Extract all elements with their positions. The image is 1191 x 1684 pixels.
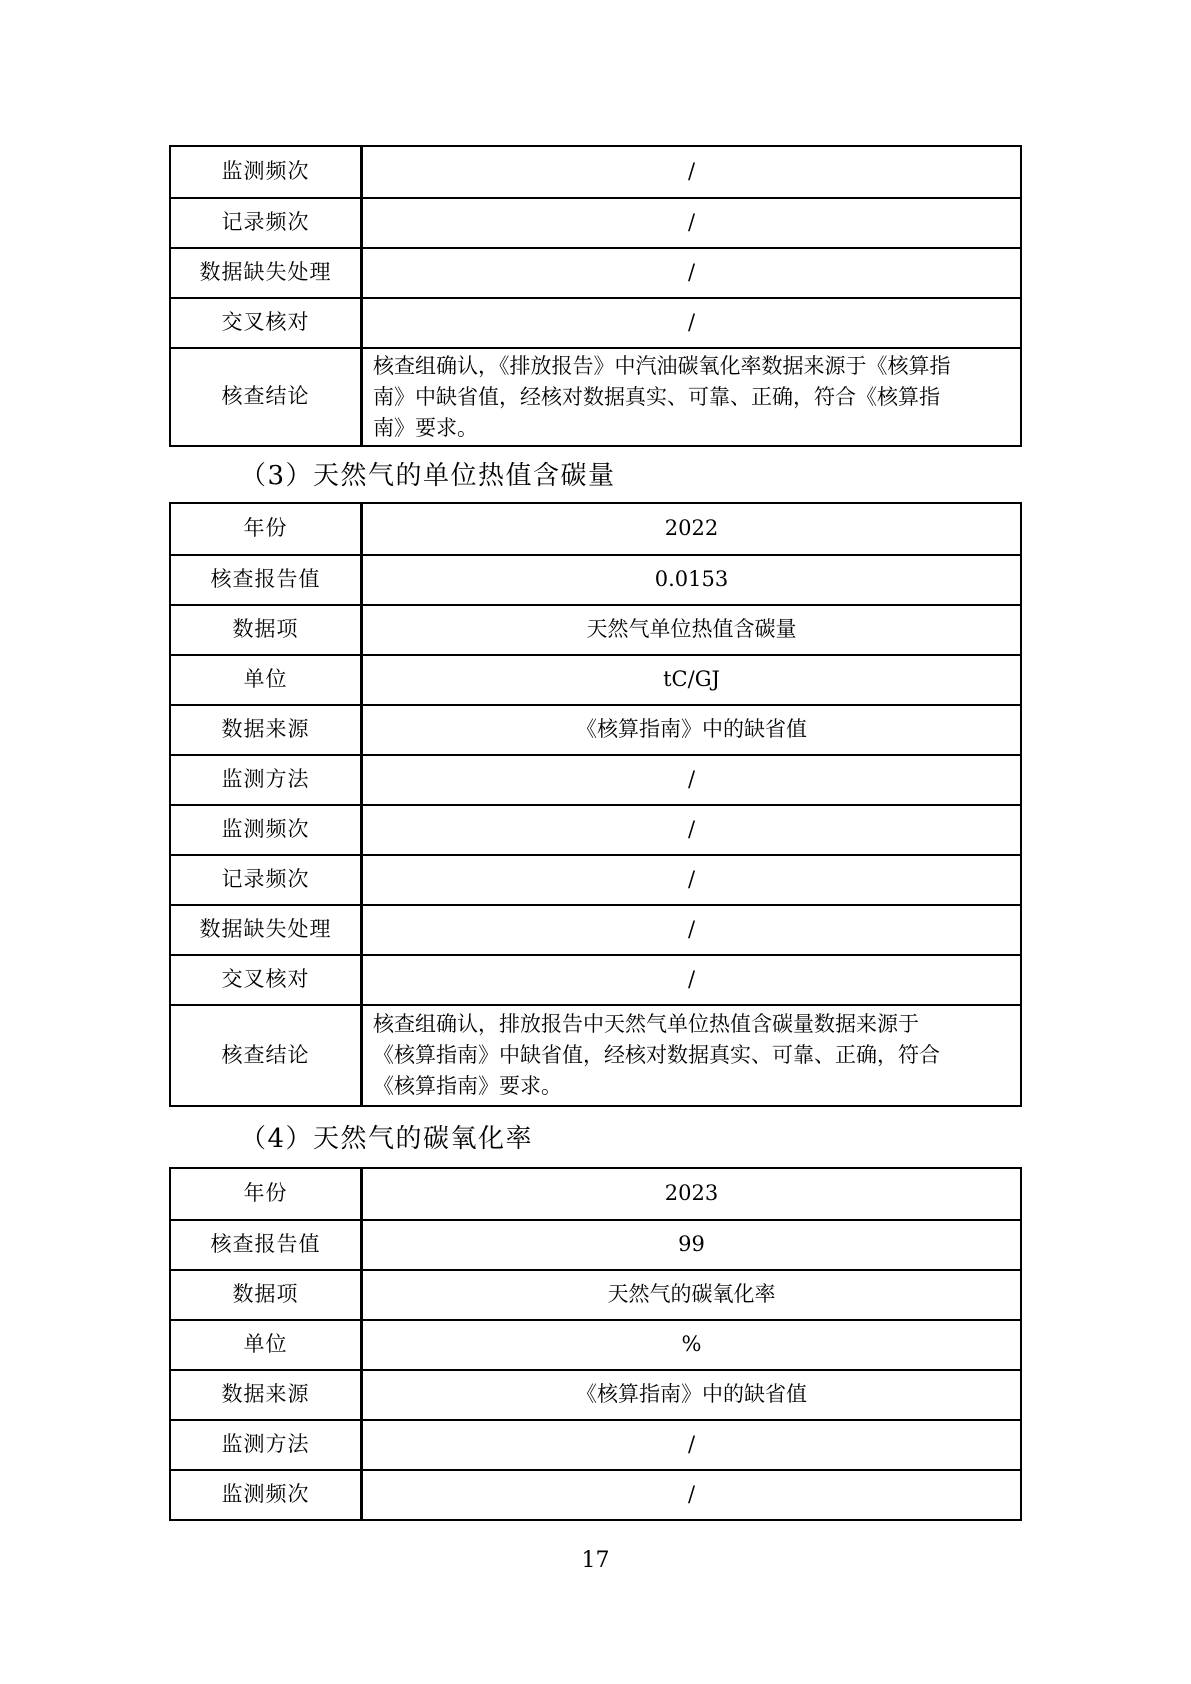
row-value: / [687,1432,696,1457]
table-row [171,1419,1020,1469]
row-value: % [681,1332,702,1357]
table-row [171,654,1020,704]
table-row-conclusion [171,1004,1020,1105]
table-row [171,1169,1020,1219]
table-row [171,704,1020,754]
table-row [171,247,1020,297]
row-label: 单位 [171,656,363,704]
table-natural-gas-oxidation-rate [169,1167,1022,1521]
row-label: 数据缺失处理 [171,249,363,297]
row-value: / [687,1482,696,1507]
table-row [171,197,1020,247]
row-value: / [687,159,696,184]
row-label: 交叉核对 [171,956,363,1004]
row-value: 天然气单位热值含碳量 [586,617,797,642]
table-row [171,504,1020,554]
row-value [363,1006,1020,1105]
row-label: 监测频次 [171,147,363,197]
conclusion-text: 核查组确认，《排放报告》中汽油碳氧化率数据来源于《核算指南》中缺省值，经核对数据真实、可靠、正确，符合《核算指南》要求。 [373,353,951,440]
row-value: 《核算指南》中的缺省值 [576,1382,807,1407]
row-label: 数据项 [171,1271,363,1319]
row-value: / [687,817,696,842]
row-label: 监测频次 [171,1471,363,1519]
row-value: / [687,310,696,335]
table-row-conclusion [171,347,1020,445]
table-row [171,297,1020,347]
row-value: / [687,917,696,942]
row-label: 核查报告值 [171,1221,363,1269]
table-row [171,954,1020,1004]
row-label: 监测方法 [171,756,363,804]
table-row [171,1369,1020,1419]
row-label: 数据项 [171,606,363,654]
table-row [171,854,1020,904]
row-label: 单位 [171,1321,363,1369]
section-3-heading: （3）天然气的单位热值含碳量 [240,461,616,491]
row-label: 数据来源 [171,706,363,754]
row-label: 核查结论 [171,349,363,445]
row-value: tC/GJ [663,667,720,692]
table-row [171,1219,1020,1269]
row-label: 记录频次 [171,856,363,904]
table-natural-gas-carbon-content [169,502,1022,1107]
table-row [171,1469,1020,1519]
row-label: 数据缺失处理 [171,906,363,954]
table-row [171,1319,1020,1369]
row-label: 年份 [171,504,363,554]
row-value: 99 [678,1232,705,1257]
row-value: 天然气的碳氧化率 [607,1282,776,1307]
row-value: 2022 [664,516,719,541]
row-label: 交叉核对 [171,299,363,347]
row-label: 监测频次 [171,806,363,854]
row-value: / [687,210,696,235]
row-value: 0.0153 [654,567,729,592]
row-label: 核查结论 [171,1006,363,1105]
table-row [171,604,1020,654]
row-value: / [687,867,696,892]
table-row [171,754,1020,804]
row-label: 监测方法 [171,1421,363,1469]
row-value: 《核算指南》中的缺省值 [576,717,807,742]
table-row [171,554,1020,604]
row-label: 记录频次 [171,199,363,247]
table-row [171,147,1020,197]
row-label: 数据来源 [171,1371,363,1419]
row-value: / [687,260,696,285]
conclusion-text: 核查组确认，排放报告中天然气单位热值含碳量数据来源于《核算指南》中缺省值，经核对数据真实、可靠、正确，符合《核算指南》要求。 [373,1012,940,1098]
row-value [363,349,1020,445]
table-row [171,804,1020,854]
row-value: 2023 [664,1181,719,1206]
row-value: / [687,967,696,992]
table-row [171,904,1020,954]
page-number: 17 [581,1548,610,1573]
table-gasoline-oxidation-rate [169,145,1022,447]
row-label: 年份 [171,1169,363,1219]
section-4-heading: （4）天然气的碳氧化率 [240,1124,534,1154]
row-label: 核查报告值 [171,556,363,604]
table-row [171,1269,1020,1319]
row-value: / [687,767,696,792]
